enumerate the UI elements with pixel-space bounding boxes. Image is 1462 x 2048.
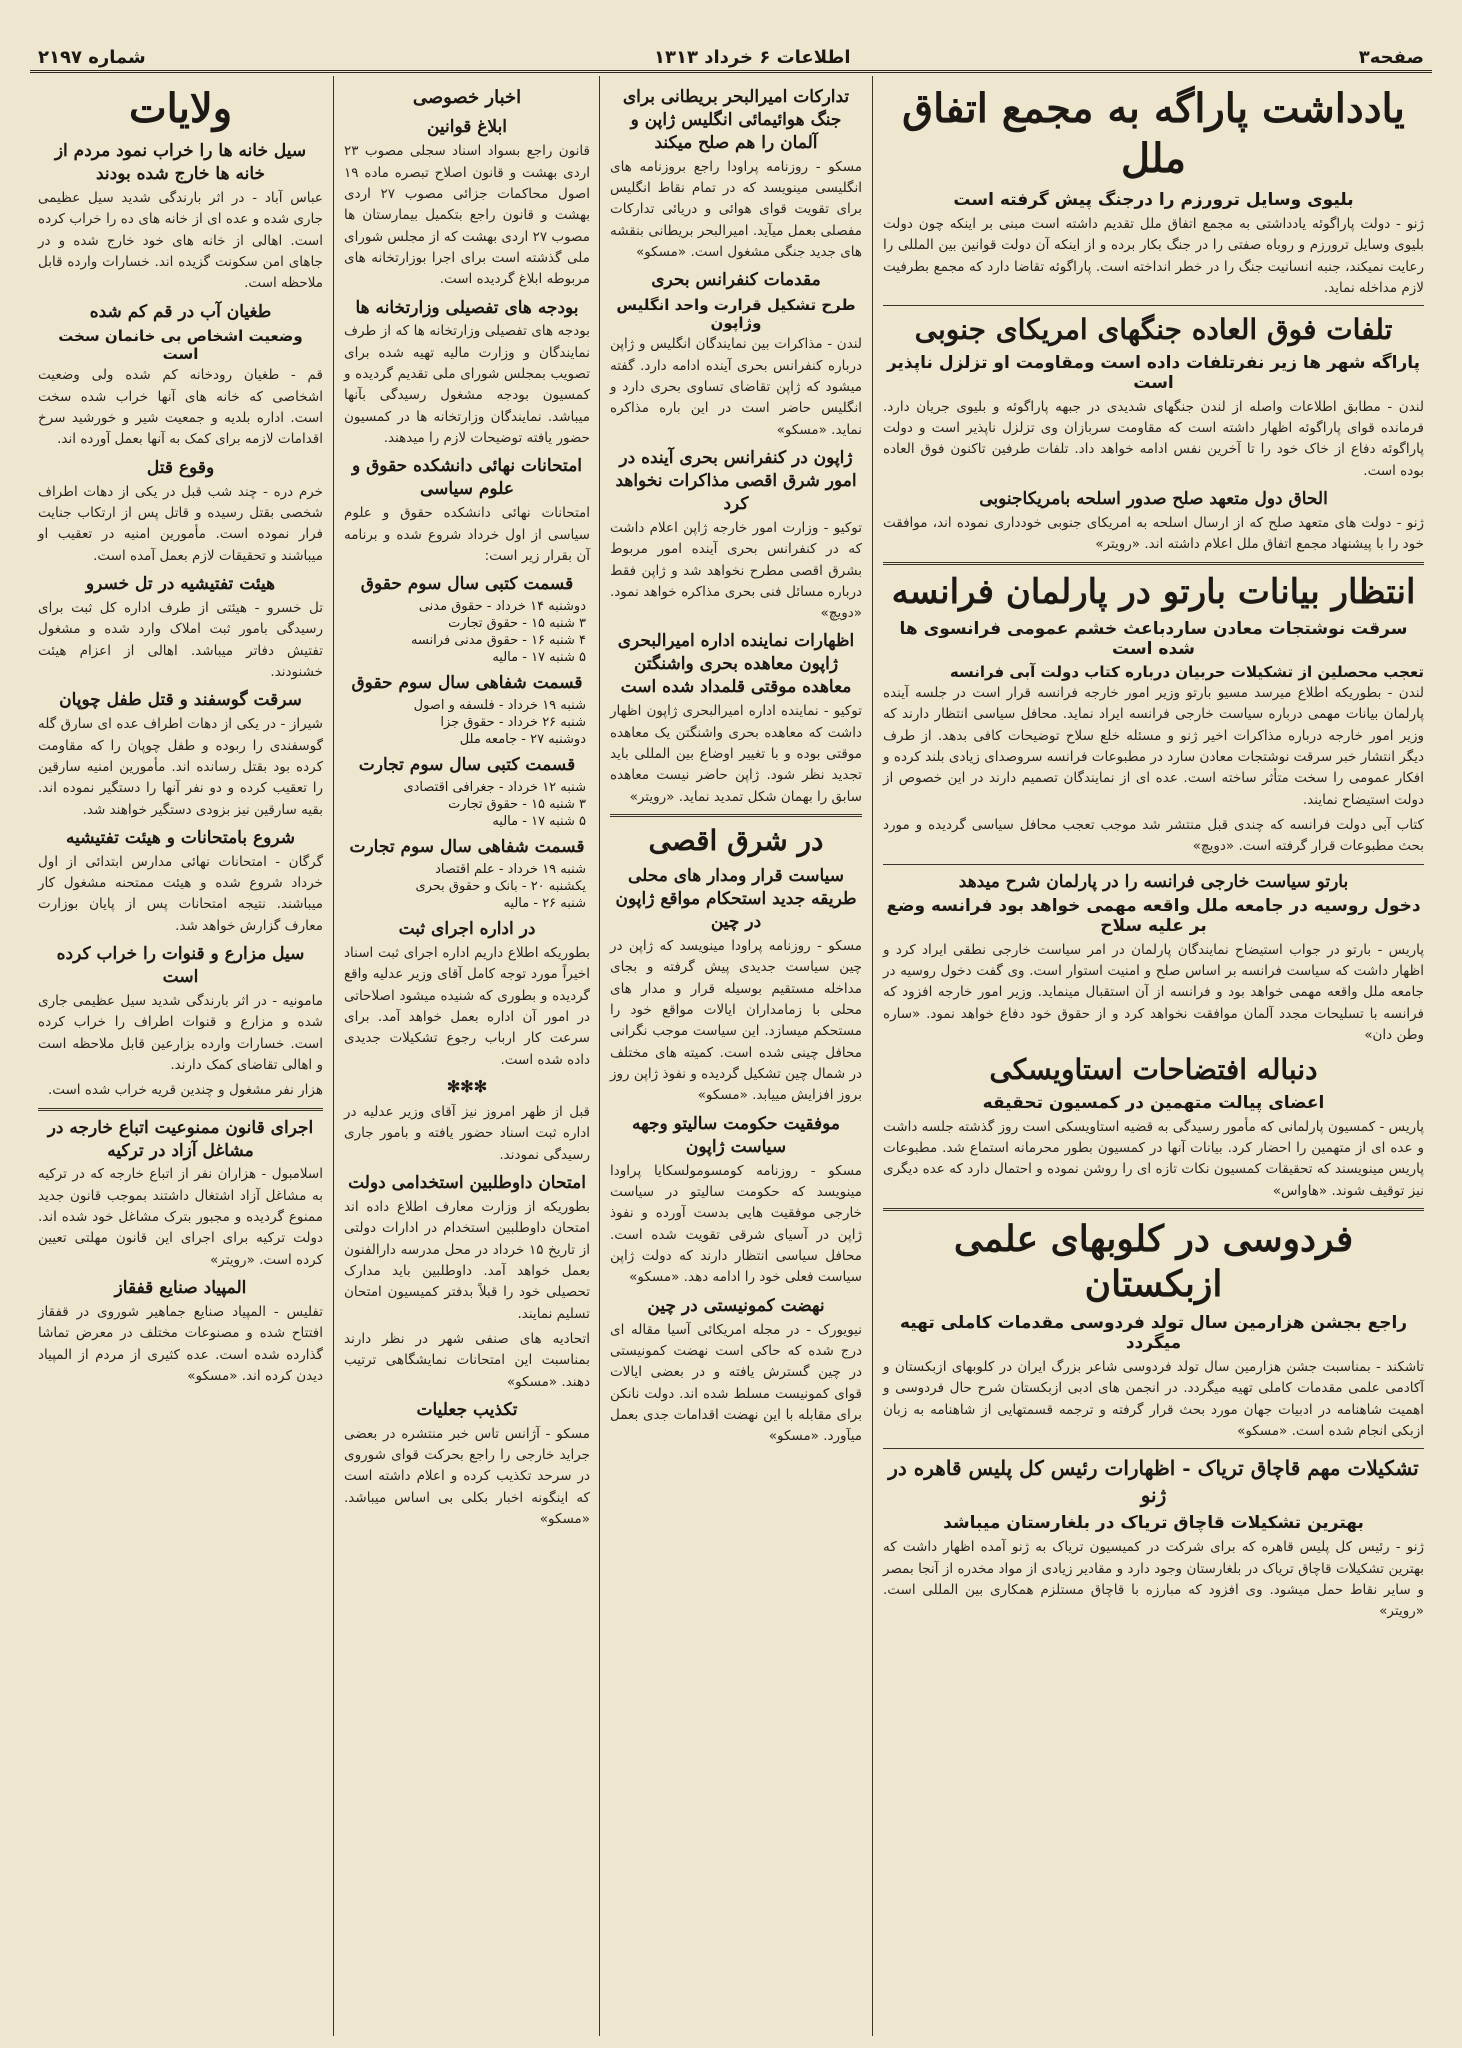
headline-opium: تشکیلات مهم قاچاق تریاک - اظهارات رئیس کل پلیس قاهره در ژنو [888,1456,1419,1508]
headline-budgets: بودجه های تفصیلی وزارتخانه ها [355,297,579,318]
exam-law-written-title: قسمت کتبی سال سوم حقوق [360,574,574,595]
headline-saito: موفقیت حکومت سالیتو وجهه سیاست ژاپون [632,1113,840,1157]
article-exams-start: گرگان - امتحانات نهائی مدارس ابتدائی از اول خرداد شروع شده و هیئت ممتحنه مشغول کار میباشند. نتیجه امتحانات پس از پایان بوزارت معارف گزارش خواهد شد. [38,853,323,934]
headline-murder: وقوع قتل [146,457,215,478]
column-provinces [30,76,331,2036]
article-foreign-policy: پاریس - بارتو در جواب استیضاح نمایندگان پارلمان در امر سیاست خارجی نطقی ایراد کرد و اظهار داشت که سیاست فرانسه بر اساس صلح و امنیت استوار است. وی گفت دخول روسیه در جامعه ملل واقعه مهمی خواهد بود و فرانسه از آن استقبال مینماید. وزیر امور خارجه افزود که فرانسه با تسلیحات مجدد آلمان موافقت نخواهد کرد و از حقوق خود دفاع خواهد نمود. «ساره وطن دان» [883,941,1424,1043]
headline-sheep-theft: سرقت گوسفند و قتل طفل چوپان [59,690,302,711]
article-laws: قانون راجع بسواد اسناد سجلی مصوب ۲۳ اردی بهشت و قانون اصلاح تبصره ماده ۱۹ اصول محاکمات جزائی مصوب ۲۷ اردی بهشت و قانون راجع بتکمیل بیمارستان ها مصوب ۲۷ اردی بهشت که از مجلس شورای ملی گذشته است برای اجرا بوزارتخانه های مربوطه ابلاغ گردیده است. [344,143,591,288]
article-registry: بطوریکه اطلاع داریم اداره اجرای ثبت اسناد اخیراً مورد توجه کامل آقای وزیر عدلیه واقع گردیده و بطوری که شنیده میشود اصلاحاتی در امور آن اداره بعمل خواهد آمد. برای سرعت کار ارباب رجوع تشکیلات جدیدی داده شده است. [344,944,590,1068]
headline-exams-start: شروع بامتحانات و هیئت تفتیشیه [66,827,295,848]
column-far-east [602,76,870,2036]
subhead-qom-flood: وضعیت اشخاص بی خانمان سخت است [58,327,303,364]
page-label: صفحه۳ [1358,46,1424,68]
article-arms: ژنو - دولت های متعهد صلح که از ارسال اسلحه به امریکای جنوبی خودداری نموده اند، موافقت خود را با پیشنهاد مجمع اتفاق ملل اعلام داشته اند. «رویتر» [883,514,1424,553]
exam-row: ۳ شنبه ۱۵ - حقوق تجارت [448,797,586,813]
exam-row: شنبه ۱۹ خرداد - فلسفه و اصول [413,698,586,714]
headline-admiralty: تدارکات امیرالبحر بریطانی برای جنگ هوائیمائی انگلیس ژاپن و آلمان را هم صلح میکند [622,87,850,153]
exam-trade-written [344,779,590,830]
article-denial: مسکو - آژانس تاس خبر منتشره در بعضی جراید خارجی را راجع بحرکت قوای شوروی در سرحد تکذیب کرده و اعلام داشته است که اینگونه اخبار بکلی بی اساس میباشد. «مسکو» [344,1425,590,1528]
exam-trade-written-title: قسمت کتبی سال سوم تجارت [358,755,576,776]
article-budgets: بودجه های تفصیلی وزارتخانه ها که از طرف نمایندگان و وزارت مالیه تهیه شده برای تصویب بمجلس شورای ملی تقدیم گردیده و کمسیون بودجه مشغول رسیدگی بآنها میباشد. نمایندگان وزارتخانه ها در کمسیون حضور یافته توضیحات لازم را میدهند. [344,323,590,447]
article-saito: مسکو - روزنامه کومسومولسکایا پراودا مینویسد که حکومت سالیتو در سیاست خارجی موفقیت هایی بدست آورده و نفوذ ژاپن در آسیای شرقی تقویت شده است. محافل سیاسی انتظار دارند که دولت ژاپن سیاست فعلی خود را ادامه دهد. «مسکو» [610,1162,862,1286]
article-farm-flood: مامونیه - در اثر بارندگی شدید سیل عظیمی جاری شده و مزارع و قنوات اطراف را خراب کرده است. خسارات وارده بزارعین قابل ملاحظه است و اهالی تقاضای کمک دارند. [38,992,323,1073]
headline-farm-flood: سیل مزارع و قنوات را خراب کرده است [56,944,305,988]
article-qom-flood: قم - طغیان رودخانه کم شده ولی وضعیت اشخاصی که خانه های آنها خراب شده سخت است. اداره بلدیه و جمعیت شیر و خورشید سرخ اقدامات لازمه برای کمک به آنها بعمل آورده اند. [38,367,323,448]
paper-date: اطلاعات ۶ خرداد ۱۳۱۳ [654,46,851,68]
kicker-barthou: تعجب محصلین از تشکیلات حربیان درباره کتاب دولت آبی فرانسه [949,663,1424,682]
exam-row: شنبه ۲۶ - مالیه [503,896,586,912]
column-private-news [336,76,598,2036]
exam-row: ۵ شنبه ۱۷ - مالیه [492,814,586,830]
exam-row: شنبه ۱۹ خرداد - علم اقتصاد [435,862,586,878]
headline-communist: نهضت کمونیستی در چین [647,1295,825,1316]
headline-caucasus: المپیاد صنایع قفقاز [114,1278,247,1299]
article-bluebook: کتاب آبی دولت فرانسه که چندی قبل منتشر شد موجب تعجب محافل سیاسی گردیده و مورد بحث مطبوعات قرار گرفته است. «دویچ» [883,817,1424,855]
exam-row: ۴ شنبه ۱۶ - حقوق مدنی فرانسه [411,633,586,649]
masthead [30,44,1432,73]
column-divider [599,76,600,2036]
article-caucasus: تفلیس - المپیاد صنایع جماهیر شوروی در قفقاز افتتاح شده و مصنوعات مختلف در معرض تماشا گذارده شده است. عده کثیری از مردم از المپیاد دیدن کرده اند. «مسکو» [38,1304,323,1385]
headline-barthou: انتظار بیانات بارتو در پارلمان فرانسه [891,571,1416,612]
exam-law-written [344,598,590,666]
article-sheep-theft: شیراز - در یکی از دهات اطراف عده ای سارق گله گوسفندی را ربوده و طفل چوپان را که مقاومت کرده بود بقتل رسانده اند. مأمورین امنیه سارقین را تعقیب کرده و دو نفر آنها را دستگیر نموده اند. بقیه سارقین نیز بزودی دستگیر خواهند شد. [38,716,323,818]
article-exams: امتحانات نهائی دانشکده حقوق و علوم سیاسی از اول خرداد شروع شده و برنامه آن بقرار زیر است: [344,505,590,564]
headline-flood-houses: سیل خانه ها را خراب نمود مردم از خانه ها خارج شده بودند [54,141,307,184]
article-ferdowsi: تاشکند - بمناسبت جشن هزارمین سال تولد فردوسی شاعر بزرگ ایران در کلوبهای ازبکستان و آکادمی علمی مقدمات کاملی تهیه میگردد. در انجمن های ادبی ازبکستان شرح حال فردوسی و اهمیت شاهنامه در ادبیات جهان مورد بحث قرار گرفته و ترجمه قسمتهایی از شاهنامه به زبان ازبکی انجام شده است. «مسکو» [883,1359,1424,1439]
section-far-east: در شرق اقصی [648,823,824,857]
column-divider [333,76,334,2036]
subhead-ferdowsi: راجع بجشن هزارمین سال تولد فردوسی مقدمات کاملی تهیه میگردد [899,1313,1408,1354]
exam-trade-oral [344,861,590,912]
article-murder: خرم دره - چند شب قبل در یکی از دهات اطراف شخصی بقتل رسیده و قاتل پس از ارتکاب جنایت فرار نموده است. مأمورین امنیه در تعقیب او میباشند و تحقیقات لازم بعمل آمده است. [38,483,323,564]
subhead-opium: بهترین تشکیلات قاچاق تریاک در بلغارستان میباشد [943,1513,1364,1534]
article-turkey-law: اسلامبول - هزاران نفر از اتباع خارجه که در ترکیه به مشاغل آزاد اشتغال داشتند بموجب قانون جدید ممنوع گردیده و مجبور بترک مشاغل خود شده اند. دولت ترکیه برای اجرای این قانون مهلتی تعیین کرده است. «رویتر» [38,1166,323,1268]
separator-stars: ✻✻✻ [446,1076,488,1096]
headline-foreign-policy: بارتو سیاست خارجی فرانسه را در پارلمان شرح میدهد [958,871,1349,892]
headline-registry: در اداره اجرای ثبت [398,919,536,940]
headline-naval-conf: مقدمات کنفرانس بحری [651,270,821,291]
exam-row: دوشنبه ۱۴ خرداد - حقوق مدنی [418,599,586,615]
headline-stavisky: دنباله افتضاحات استاویسکی [989,1053,1318,1087]
article-barthou: لندن - بطوریکه اطلاع میرسد مسیو بارتو وزیر امور خارجه فرانسه قرار است در جلسه آینده پارلمان بیانات مهمی درباره سیاست خارجی فرانسه ایراد نماید. محافل سیاسی انتظار دارند که وزیر امور خارجه درباره مذاکرات اخیر ژنو و مسئله خلع سلاح توضیحات کافی بدهد. از طرف دیگر انتشار خبر سرقت نوشتجات معادن سارد در مطبوعات فرانسه سروصدای زیادی بلند کرده و افکار عمومی را سخت متأثر ساخته است. عده ای از نمایندگان تصمیم دارند در این خصوص از دولت استیضاح نمایند. [883,685,1424,808]
subhead-stavisky: اعضای پیالت متهمین در کمسیون تحقیقه [982,1092,1325,1113]
article-casualties: لندن - مطابق اطلاعات واصله از لندن جنگهای شدیدی در جبهه پاراگوئه و بلیوی جریان دارد. فرمانده قوای پاراگوئه اظهار داشته است که مقاومت سربازان وی تزلزل ناپذیر است و دولت پاراگوئه دفاع از خاک خود را تا آخرین نفس ادامه خواهد داد. تلفات طرفین تاکنون فوق العاده بوده است. [883,398,1424,479]
headline-inspection: هیئت تفتیشیه در تل خسرو [85,574,276,595]
article-communist: نیویورک - در مجله امریکائی آسیا مقاله ای درج شده که حاکی است نهضت کمونیستی در چین گسترش یافته و در بعضی ایالات قوای کمونیست مسلط شده اند. دولت نانکن برای مقابله با این نهضت اقدامات جدی بعمل میآورد. «مسکو» [610,1321,862,1445]
subhead-casualties: پاراگه شهر ها زیر نفرتلفات داده است ومقاومت او تزلزل ناپذیر است [886,352,1421,393]
headline-ferdowsi: فردوسی در کلوبهای علمی ازبکستان [953,1218,1354,1306]
exam-row: ۵ شنبه ۱۷ - مالیه [492,650,586,666]
headline-japan-conf: ژاپون در کنفرانس بحری آینده در امور شرق اقصی مذاکرات نخواهد کرد [615,448,857,514]
headline-turkey-law: اجرای قانون ممنوعیت اتباع خارجه در مشاغل آزاد در ترکیه [47,1117,314,1161]
article-washington: توکیو - نماینده اداره امیرالبحری ژاپون اظهار داشت که معاهده بحری واشنگتن یک معاهده موقتی بوده و با تغییر اوضاع بین المللی باید تجدید نظر شود. ژاپن حاضر نیست معاهده سابق را بهمان شکل تمدید نماید. «رویتر» [610,703,862,805]
headline-civil-exam: امتحان داوطلبین استخدامی دولت [348,1172,586,1193]
subhead-barthou: سرقت نوشتجات معادن ساردباعث خشم عمومی فرانسوی ها شده است [899,619,1408,660]
article-inspection: تل خسرو - هیئتی از طرف اداره کل ثبت برای رسیدگی بامور ثبت املاک وارد شده و مشغول تفتیش دفاتر میباشد. اهالی از اعزام هیئت خشنودند. [38,599,323,680]
article-admiralty: مسکو - روزنامه پراودا راجع بروزنامه های انگلیسی مینویسد که در تمام نقاط انگلیس برای تقویت قوای هوائی و دریائی تدارکات مفصلی بعمل میآید. امیرالبحر بریطانی بنقشه های جدید جنگی مشغول است. «مسکو» [610,158,862,261]
article-villages: هزار نفر مشغول و چندین قریه خراب شده است. [47,1082,323,1099]
column-main [875,76,1432,2036]
article-civil-exam: بطوریکه از وزارت معارف اطلاع داده اند امتحان داوطلبین استخدام در ادارات دولتی از تاریخ ۱۵ خرداد در محل مدرسه دارالفنون بعمل خواهد آمد. داوطلبین باید مدارک تحصیلی خود را قبلاً بدفتر کمیسیون امتحان تسلیم نمایند. [344,1198,590,1322]
exam-row: ۳ شنبه ۱۵ - حقوق تجارت [448,616,586,632]
subhead-bolivia: بلیوی وسایل ترورزم را درجنگ پیش گرفته است [953,190,1354,210]
exam-row: شنبه ۲۶ خرداد - حقوق جزا [440,715,586,731]
headline-provinces: ولایات [128,85,233,132]
article-local-deals: مسکو - روزنامه پراودا مینویسد که ژاپن در چین سیاست جدیدی پیش گرفته و بجای مداخله مستقیم بوسیله قرار و مدار های محلی با زمامداران ایالات مواقع خود را مستحکم میسازد. این سیاست موجب نگرانی محافل چینی شده است. کمیته های مختلف در شمال چین تشکیل گردیده و نفوذ ژاپن روز بروز افزایش مییابد. «مسکو» [610,938,862,1104]
subhead-russia: دخول روسیه در جامعه ملل واقعه مهمی خواهد بود فرانسه وضع بر علیه سلاح [886,895,1421,936]
exam-law-oral [344,697,590,748]
article-flood-houses: عباس آباد - در اثر بارندگی شدید سیل عظیمی جاری شده و عده ای از خانه های ده را خراب کرده است. اهالی از خانه های خود خارج شده و در جاهای امن سکونت گزیده اند. خسارات وارده قابل ملاحظه است. [38,189,323,292]
headline-laws: ابلاغ قوانین [426,117,508,138]
exam-law-oral-title: قسمت شفاهی سال سوم حقوق [351,673,583,694]
column-divider [872,76,873,2036]
section-private-news: اخبار خصوصی [412,87,522,108]
headline-denial: تکذیب جعلیات [416,1399,518,1420]
headline-exams: امتحانات نهائی دانشکده حقوق و علوم سیاسی [351,456,583,500]
headline-washington: اظهارات نماینده اداره امیرالبحری ژاپون معاهده بحری واشنگتن معاهده موقتی قلمداد شده است [617,631,855,698]
article-opium: ژنو - رئیس کل پلیس قاهره که برای شرکت در کمیسیون تریاک به ژنو آمده اظهار داشت که بهترین تشکیلات قاچاق تریاک در بلغارستان وجود دارد و مقادیر زیادی از مواد مخدره از آنجا بمصر و سایر نقاط حمل میشود. وی افزود که مبارزه با قاچاق مستلزم همکاری بین المللی است. «رویتر» [883,1539,1424,1620]
exam-row: شنبه ۱۲ خرداد - جغرافی اقتصادی [403,780,586,796]
headline-casualties: تلفات فوق العاده جنگهای امریکای جنوبی [914,313,1393,347]
headline-paraguay: یادداشت پاراگه به مجمع اتفاق ملل [902,85,1405,182]
article-justice-minister: قبل از ظهر امروز نیز آقای وزیر عدلیه در اداره ثبت اسناد حضور یافته و بامور جاری رسیدگی نمودند. [344,1103,590,1163]
subhead-naval-conf: طرح تشکیل قرارت واحد انگلیس وژاپون [616,296,856,333]
issue-number: شماره ۲۱۹۷ [38,46,146,68]
exam-trade-oral-title: قسمت شفاهی سال سوم تجارت [349,837,585,858]
exam-row: دوشنبه ۲۷ - جامعه ملل [459,732,586,748]
article-stavisky: پاریس - کمسیون پارلمانی که مأمور رسیدگی به قضیه استاویسکی است روز گذشته جلسه داشت و عده ای از متهمین را احضار کرد. بیانات آنها در کمسیون بطور محرمانه استماع شد. مطبوعات پاریس مینویسند که تحقیقات کمسیون نکات تازه ای را روشن نموده و احتمال دارد که عده دیگری نیز توقیف شوند. «هاواس» [883,1118,1424,1199]
article-paraguay: ژنو - دولت پاراگوئه یادداشتی به مجمع اتفاق ملل تقدیم داشته است مبنی بر اینکه چون دولت بلیوی وسایل ترورزم و روباه صفتی را در جنگ بکار برده و از اینکه آن دولت قوانین بین المللی را رعایت نمیکند، جنبه انسانیت جنگ را در خطر انداخته است. پاراگوئه تقاضا دارد که مجمع بطرفیت لازم مداخله نماید. [883,216,1424,296]
exam-row: یکشنبه ۲۰ - بانک و حقوق بحری [415,879,586,895]
article-naval-conf: لندن - مذاکرات بین نمایندگان انگلیس و ژاپن درباره کنفرانس بحری آینده ادامه دارد. گفته میشود که ژاپن تقاضای تساوی بحری دارد و انگلیس حاضر است در این باره مذاکره نماید. «مسکو» [610,336,862,438]
article-japan-conf: توکیو - وزارت امور خارجه ژاپن اعلام داشت که در کنفرانس بحری آینده امور مربوط بشرق اقصی مطرح نخواهد شد و ژاپن فقط درباره مسائل فنی بحری مذاکره خواهد نمود. «دویچ» [610,519,862,622]
article-unions: اتحادیه های صنفی شهر در نظر دارند بمناسبت این امتحانات نمایشگاهی ترتیب دهند. «مسکو» [344,1330,590,1390]
headline-arms: الحاق دول متعهد صلح صدور اسلحه بامریکاجنوبی [979,489,1328,510]
headline-local-deals: سیاست قرار ومدار های محلی طریقه جدید استحکام مواقع ژاپون در چین [615,866,857,933]
headline-qom-flood: طغیان آب در قم کم شده [89,301,272,322]
